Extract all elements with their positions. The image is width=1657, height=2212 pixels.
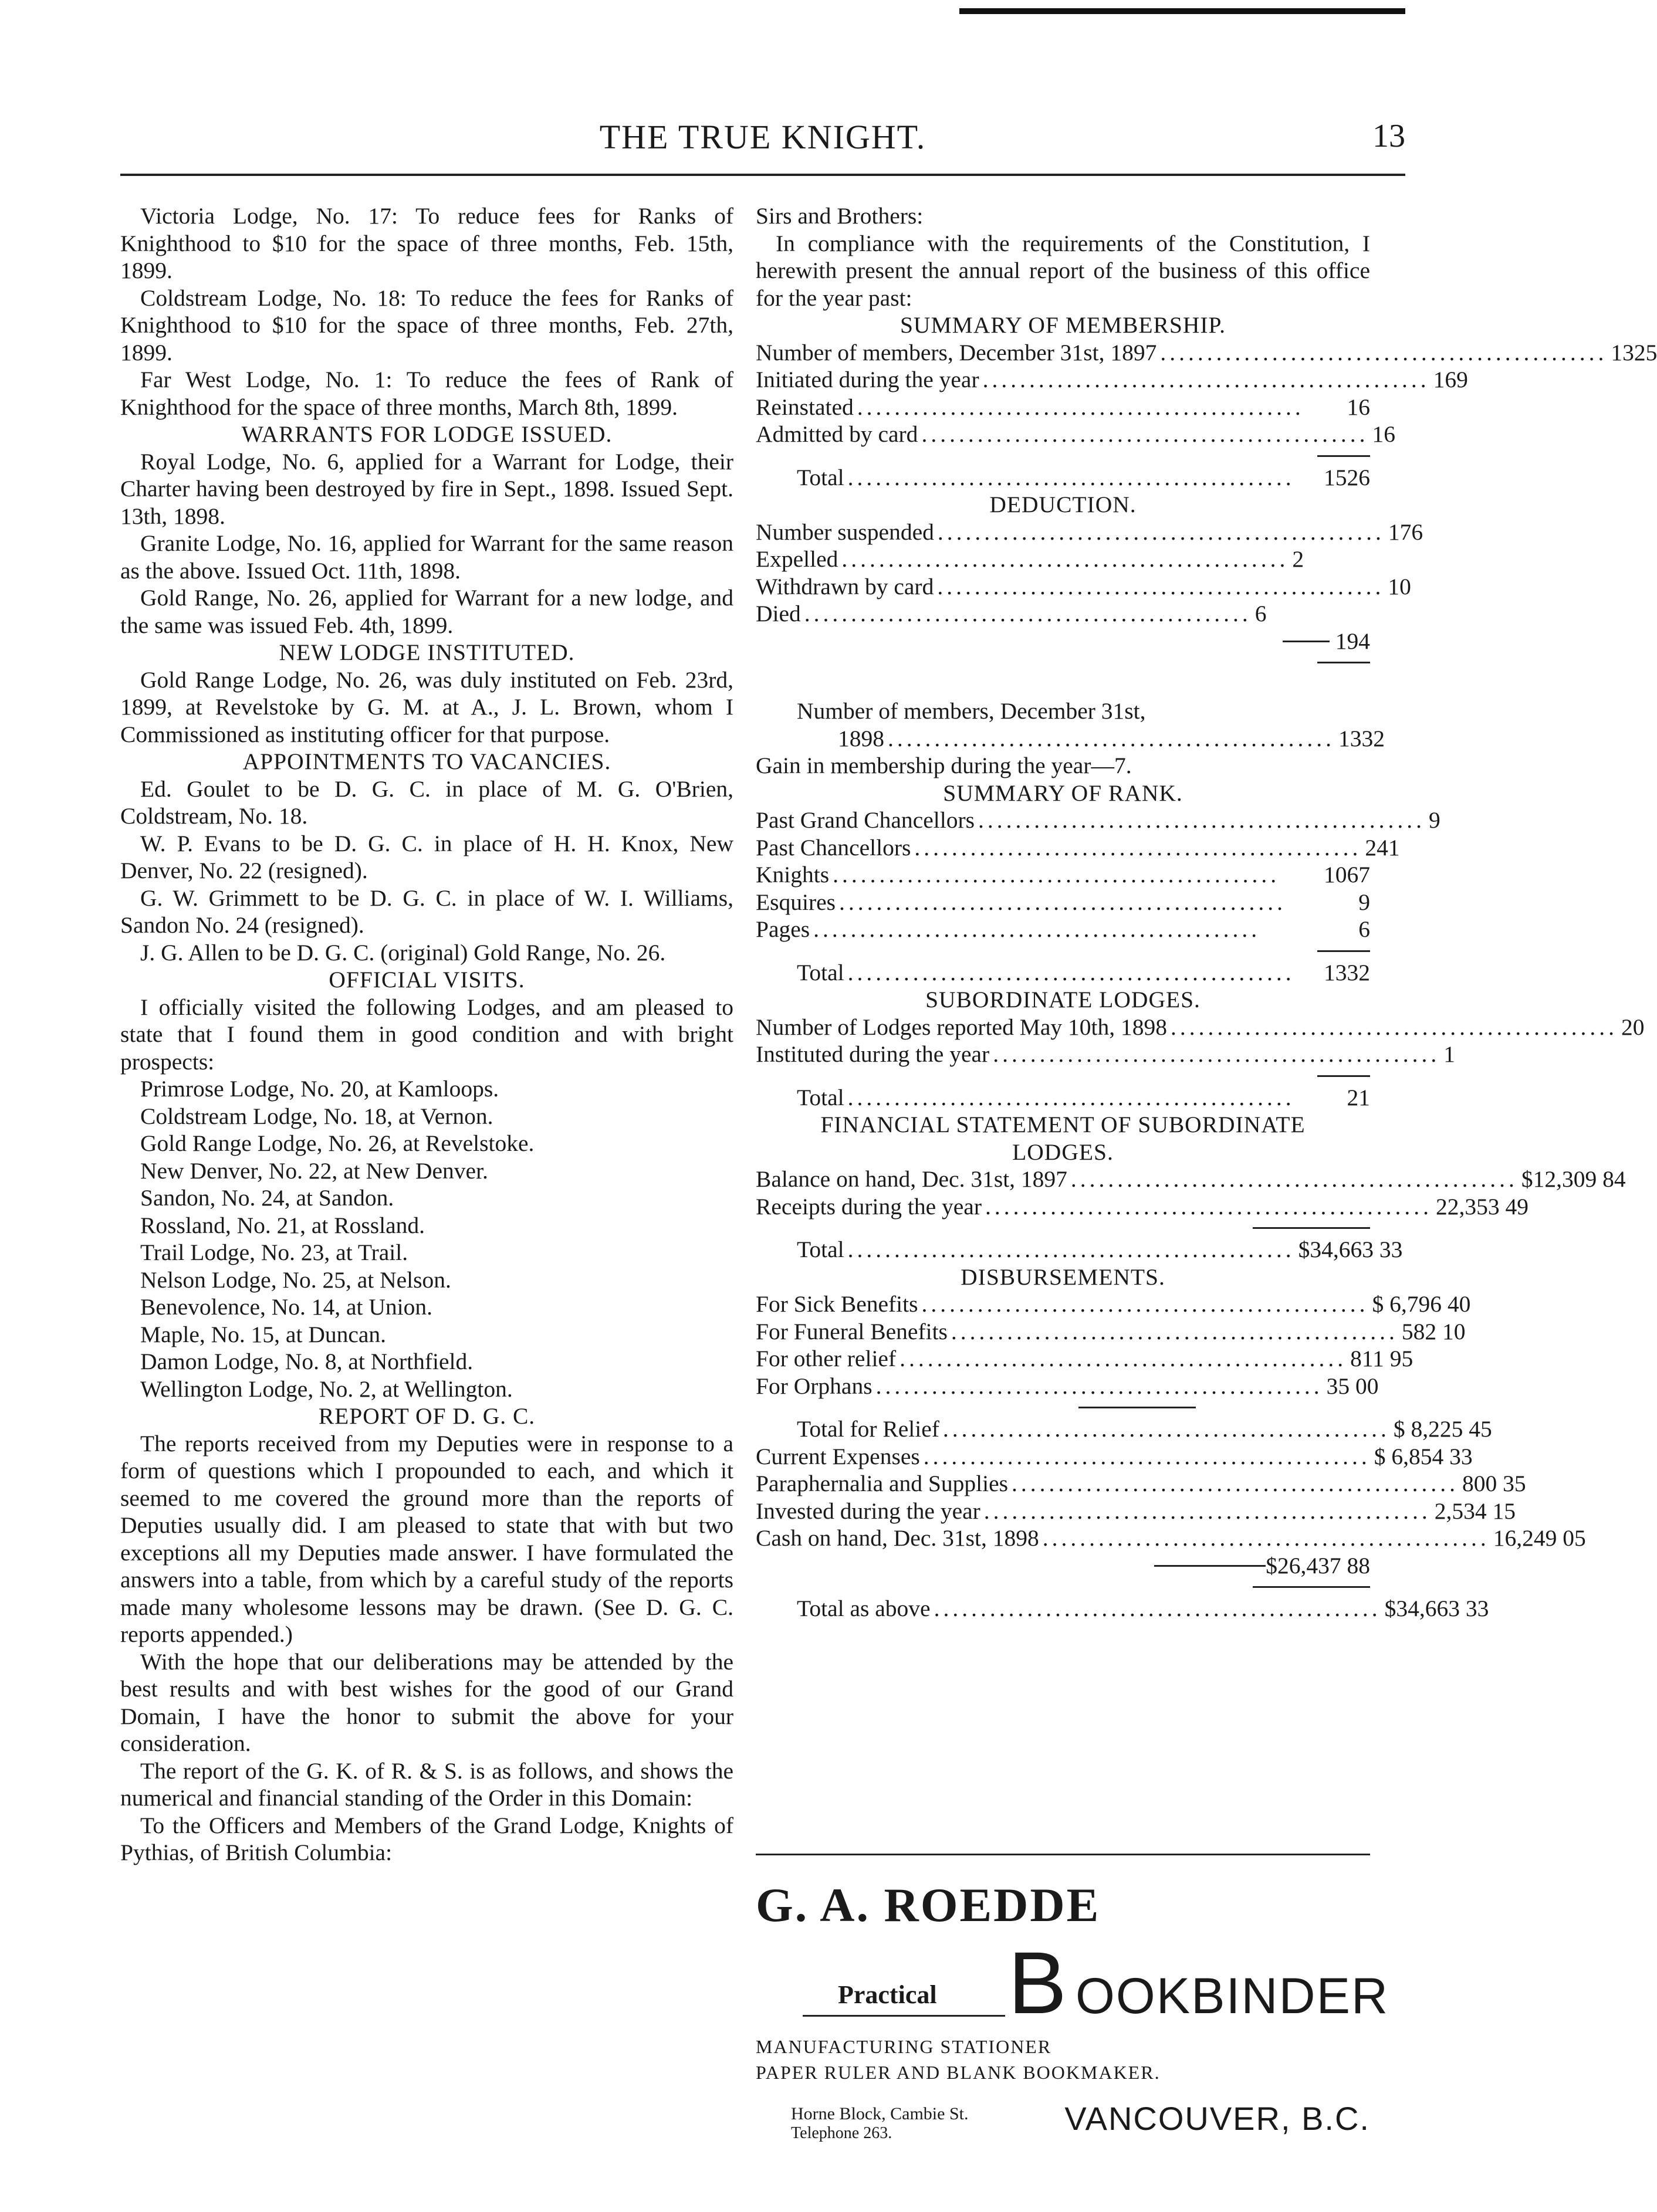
row-label: 1898 [838, 725, 884, 751]
leader-dots: ................................................ [804, 601, 1252, 626]
table-row [756, 889, 1370, 916]
table-row [756, 573, 1411, 601]
row-value: 241 [1365, 834, 1400, 861]
right-column [756, 202, 1657, 1622]
page-number: 13 [1372, 118, 1405, 154]
total-row [756, 1415, 1492, 1443]
row-label: Reinstated [756, 394, 854, 420]
paragraph: To the Officers and Members of the Grand Lodge, Knights of Pythias, of British Columbia: [120, 1812, 733, 1865]
list-item: Wellington Lodge, No. 2, at Wellington. [140, 1376, 513, 1402]
section-heading: FINANCIAL STATEMENT OF SUBORDINATE LODGES. [820, 1112, 1306, 1165]
row-label: Initiated during the year [756, 367, 979, 392]
header-rule [120, 174, 1405, 176]
section-heading: WARRANTS FOR LODGE ISSUED. [241, 421, 613, 447]
row-value: $34,663 33 [1384, 1596, 1489, 1621]
row-value: 16 [1372, 421, 1395, 447]
row-value: 35 00 [1326, 1373, 1379, 1399]
leader-dots: ................................................ [1160, 339, 1608, 365]
sum-rule [1253, 1586, 1370, 1588]
row-label: Total [797, 1237, 844, 1262]
leader-dots: ................................................ [951, 1318, 1398, 1344]
total-row [756, 1236, 1403, 1263]
row-value: 9 [1358, 889, 1370, 915]
paragraph: I officially visited the following Lodges, and am pleased to state that I found them in good condition and with bright prospects: [120, 994, 733, 1075]
row-label: Total for Relief [797, 1416, 939, 1442]
row-label: For Sick Benefits [756, 1291, 918, 1317]
table-row [756, 366, 1468, 394]
row-value: 2 [1292, 546, 1304, 572]
leader-dots: ................................................ [923, 1443, 1371, 1469]
table-row [756, 339, 1657, 367]
row-value: 1067 [1324, 862, 1370, 887]
dash-rule [1154, 1565, 1266, 1580]
leader-dots: ................................................ [978, 807, 1425, 833]
paragraph: Far West Lodge, No. 1: To reduce the fees of Rank of Knighthood for the space of three months, March 8th, 1899. [120, 367, 733, 420]
list-item: Benevolence, No. 14, at Union. [140, 1294, 433, 1320]
row-value: 1332 [1324, 959, 1370, 985]
leader-dots: ................................................ [847, 1084, 1295, 1110]
leader-dots: ................................................ [934, 1596, 1381, 1621]
leader-dots: ................................................ [847, 959, 1295, 985]
row-value: 16,249 05 [1493, 1525, 1586, 1551]
list-item: Rossland, No. 21, at Rossland. [140, 1212, 425, 1238]
leader-dots: ................................................ [813, 916, 1261, 942]
section-heading: APPOINTMENTS TO VACANCIES. [242, 748, 611, 774]
row-value: 22,353 49 [1436, 1193, 1529, 1220]
row-label: Died [756, 601, 801, 626]
row-label: Knights [756, 862, 830, 887]
deduction-total-row [756, 628, 1370, 655]
row-label: Receipts during the year [756, 1193, 982, 1220]
list-item: Damon Lodge, No. 8, at Northfield. [140, 1349, 474, 1374]
table-row [756, 1193, 1529, 1221]
paragraph: Ed. Goulet to be D. G. C. in place of M. G. O'Brien, Coldstream, No. 18. [120, 775, 733, 829]
leader-dots: ................................................ [839, 889, 1287, 915]
table-row [756, 1443, 1473, 1471]
row-label: Total as above [797, 1596, 931, 1621]
paragraph: Granite Lodge, No. 16, applied for Warrant for the same reason as the above. Issued Oct. 11th, 1898. [120, 530, 733, 584]
paragraph: Royal Lodge, No. 6, applied for a Warrant for Lodge, their Charter having been destroyed by fire in Sept., 1898. Issued Sept. 13th, 1898. [120, 448, 733, 529]
row-value: 194 [1335, 628, 1370, 654]
sum-rule [1078, 1407, 1196, 1408]
paragraph: The report of the G. K. of R. & S. is as follows, and shows the numerical and financial standing of the Order in this Domain: [120, 1757, 733, 1811]
leader-dots: ................................................ [921, 1291, 1369, 1317]
table-row [756, 1373, 1379, 1400]
ad-bookbinder-rest: OOKBINDER [1076, 1968, 1389, 2024]
section-heading: SUBORDINATE LODGES. [925, 987, 1201, 1012]
row-label: Past Chancellors [756, 834, 911, 861]
row-label: Admitted by card [756, 421, 918, 447]
row-value: 6 [1358, 916, 1370, 942]
row-value: 16 [1347, 394, 1370, 420]
row-label: Number of members, December 31st, 1897 [756, 339, 1157, 365]
table-row [756, 1470, 1526, 1498]
total-row [756, 464, 1370, 492]
total-row [756, 1084, 1370, 1112]
leader-dots: ................................................ [982, 367, 1430, 392]
total-row [756, 959, 1370, 987]
row-value: 169 [1433, 367, 1468, 392]
leader-dots: ................................................ [875, 1373, 1323, 1399]
paragraph: Coldstream Lodge, No. 18: To reduce the fees for Ranks of Knighthood to $10 for the space of three months, Feb. 27th, 1899. [120, 284, 733, 365]
list-item: Gold Range Lodge, No. 26, at Revelstoke. [140, 1130, 535, 1156]
section-heading: SUMMARY OF MEMBERSHIP. [899, 312, 1226, 338]
list-item: Nelson Lodge, No. 25, at Nelson. [140, 1266, 451, 1293]
row-value: 1332 [1338, 725, 1385, 751]
row-label: Balance on hand, Dec. 31st, 1897 [756, 1166, 1067, 1192]
leader-dots: ................................................ [847, 1237, 1295, 1262]
paragraph: Victoria Lodge, No. 17: To reduce fees for Ranks of Knighthood to $10 for the space of three months, Feb. 15th, 1899. [120, 203, 733, 283]
table-row [756, 421, 1395, 448]
left-column [120, 202, 733, 1867]
row-label: Withdrawn by card [756, 573, 934, 599]
gain-line: Gain in membership during the year—7. [756, 753, 1132, 778]
leader-dots: ................................................ [985, 1193, 1432, 1220]
row-label: For Funeral Benefits [756, 1318, 948, 1344]
table-row [756, 1041, 1455, 1068]
row-label: Expelled [756, 546, 838, 572]
leader-dots: ................................................ [857, 394, 1304, 420]
section-heading: NEW LODGE INSTITUTED. [279, 639, 575, 665]
row-label: Esquires [756, 889, 836, 915]
row-label: Instituted during the year [756, 1041, 990, 1067]
row-value: 811 95 [1350, 1346, 1413, 1371]
leader-dots: ................................................ [1070, 1166, 1518, 1192]
row-label: Total [797, 959, 844, 985]
leader-dots: ................................................ [983, 1498, 1431, 1524]
row-value: $ 6,796 40 [1372, 1291, 1471, 1317]
section-heading: SUMMARY OF RANK. [943, 780, 1183, 806]
row-value: $ 6,854 33 [1374, 1443, 1473, 1469]
table-row [756, 394, 1370, 421]
row-label: Number suspended [756, 519, 934, 545]
list-item: Coldstream Lodge, No. 18, at Vernon. [140, 1103, 493, 1129]
row-value: 1 [1443, 1041, 1455, 1067]
members-end-label: Number of members, December 31st, [797, 698, 1146, 724]
paragraph: In compliance with the requirements of the Constitution, I herewith present the annual report of the business of this office for the year past: [756, 230, 1370, 311]
ad-address-2: Telephone 263. [791, 2124, 892, 2142]
leader-dots: ................................................ [914, 834, 1362, 861]
table-row [756, 807, 1440, 834]
row-label: Cash on hand, Dec. 31st, 1898 [756, 1525, 1039, 1551]
dash-rule [1283, 641, 1330, 655]
table-row [756, 1498, 1516, 1525]
paragraph: J. G. Allen to be D. G. C. (original) Gold Range, No. 26. [140, 939, 666, 966]
leader-dots: ................................................ [1170, 1014, 1618, 1040]
ad-address [756, 2098, 1370, 2151]
row-value: 20 [1621, 1014, 1645, 1040]
leader-dots: ................................................ [942, 1416, 1390, 1442]
sum-rule [1317, 950, 1370, 952]
row-value: $12,309 84 [1521, 1166, 1626, 1192]
table-row [756, 600, 1267, 628]
total-row [756, 725, 1385, 753]
table-row [756, 1166, 1626, 1193]
leader-dots: ................................................ [921, 421, 1369, 447]
row-value: $34,663 33 [1298, 1237, 1403, 1262]
row-label: Pages [756, 916, 810, 942]
visits-list [120, 1075, 733, 1403]
leader-dots: ................................................ [899, 1346, 1347, 1371]
table-row [756, 1318, 1466, 1346]
page-title: THE TRUE KNIGHT. [599, 118, 926, 156]
list-item: Maple, No. 15, at Duncan. [140, 1321, 387, 1347]
paragraph: With the hope that our deliberations may be attended by the best results and with best wishes for the good of our Grand Domain, I have the honor to submit the above for your consideration. [120, 1648, 733, 1756]
total-row [756, 1595, 1489, 1622]
row-label: Number of Lodges reported May 10th, 1898 [756, 1014, 1167, 1040]
row-value: 800 35 [1462, 1471, 1526, 1496]
ad-line-2: PAPER RULER AND BLANK BOOKMAKER. [756, 2062, 1161, 2083]
ad-top-rule [756, 1854, 1370, 1855]
ad-trade-line [756, 1933, 1389, 2032]
ad-practical: Practical [838, 1980, 937, 2009]
leader-dots: ................................................ [847, 464, 1295, 490]
leader-dots: ................................................ [841, 546, 1289, 572]
row-value: 10 [1388, 573, 1411, 599]
leader-dots: ................................................ [833, 862, 1280, 887]
sum-rule [1317, 1075, 1370, 1077]
list-item: Primrose Lodge, No. 20, at Kamloops. [140, 1076, 499, 1102]
row-label: Current Expenses [756, 1443, 920, 1469]
section-heading: DISBURSEMENTS. [961, 1263, 1165, 1290]
deduction-block [756, 519, 1423, 628]
ad-name: G. A. ROEDDE [756, 1878, 1101, 1932]
row-label: For Orphans [756, 1373, 873, 1399]
leader-dots: ................................................ [937, 519, 1385, 545]
section-heading: REPORT OF D. G. C. [318, 1403, 536, 1429]
row-label: Past Grand Chancellors [756, 807, 975, 833]
row-label: For other relief [756, 1346, 897, 1371]
table-row [756, 519, 1423, 546]
leader-dots: ................................................ [888, 725, 1335, 751]
row-value: 9 [1428, 807, 1440, 833]
row-value: 2,534 15 [1434, 1498, 1516, 1524]
ad-underline [803, 2015, 1005, 2017]
ad-address-1: Horne Block, Cambie St. [791, 2104, 969, 2123]
salutation: Sirs and Brothers: [756, 203, 924, 229]
row-label: Paraphernalia and Supplies [756, 1471, 1008, 1496]
list-item: Trail Lodge, No. 23, at Trail. [140, 1239, 408, 1265]
expenses-total-row [756, 1552, 1370, 1580]
table-row [756, 834, 1400, 862]
ad-city: VANCOUVER, B.C. [1064, 2100, 1370, 2137]
row-value: 6 [1254, 601, 1267, 626]
row-value: 582 10 [1401, 1318, 1466, 1344]
row-label: Total [797, 1084, 844, 1110]
paragraph: Gold Range, No. 26, applied for Warrant for a new lodge, and the same was issued Feb. 4th, 1899. [120, 585, 733, 638]
leader-dots: ................................................ [993, 1041, 1440, 1067]
section-heading: DEDUCTION. [989, 492, 1137, 517]
row-label: Invested during the year [756, 1498, 980, 1524]
sum-rule [1317, 662, 1370, 663]
table-row [756, 1014, 1645, 1041]
table-row [756, 861, 1370, 889]
table-row [756, 1290, 1471, 1318]
top-rule [959, 8, 1405, 14]
table-row [756, 546, 1304, 573]
row-value: $ 8,225 45 [1393, 1416, 1492, 1442]
leader-dots: ................................................ [1012, 1471, 1459, 1496]
paragraph: Gold Range Lodge, No. 26, was duly instituted on Feb. 23rd, 1899, at Revelstoke by G. M. at A., J. L. Brown, whom I Commissioned as instituting officer for that purpose. [120, 666, 733, 747]
table-row [756, 916, 1370, 943]
leader-dots: ................................................ [937, 573, 1385, 599]
sum-rule [1317, 455, 1370, 457]
row-value: 1325 [1611, 339, 1657, 365]
table-row [756, 1525, 1586, 1552]
section-heading: OFFICIAL VISITS. [329, 967, 525, 992]
list-item: Sandon, No. 24, at Sandon. [140, 1185, 394, 1211]
row-label: Total [797, 464, 844, 490]
page-header [120, 117, 1405, 164]
table-row [756, 1345, 1413, 1373]
ad-line-1: MANUFACTURING STATIONER [756, 2036, 1052, 2057]
list-item: New Denver, No. 22, at New Denver. [140, 1157, 488, 1184]
paragraph: G. W. Grimmett to be D. G. C. in place of W. I. Williams, Sandon No. 24 (resigned). [120, 885, 733, 938]
row-value: 21 [1347, 1084, 1370, 1110]
leader-dots: ................................................ [1042, 1525, 1490, 1551]
bookbinder-advertisement [756, 1848, 1389, 2151]
row-value: 176 [1388, 519, 1423, 545]
paragraph: W. P. Evans to be D. G. C. in place of H. H. Knox, New Denver, No. 22 (resigned). [120, 830, 733, 883]
row-value: 1526 [1324, 464, 1370, 490]
sum-rule [1253, 1227, 1370, 1229]
row-value: $26,437 88 [1266, 1552, 1370, 1578]
paragraph: The reports received from my Deputies were in response to a form of questions which I propounded to each, and which it seemed to me covered the ground more than the reports of Deputies usually did. I am pleased to state that with but two exceptions all my Deputies made answer. I have formulated the answers into a table, from which by a careful study of the reports made many wholesome lessons may be drawn. (See D. G. C. reports appended.) [120, 1430, 733, 1647]
ad-bookbinder-initial: B [1008, 1933, 1067, 2032]
